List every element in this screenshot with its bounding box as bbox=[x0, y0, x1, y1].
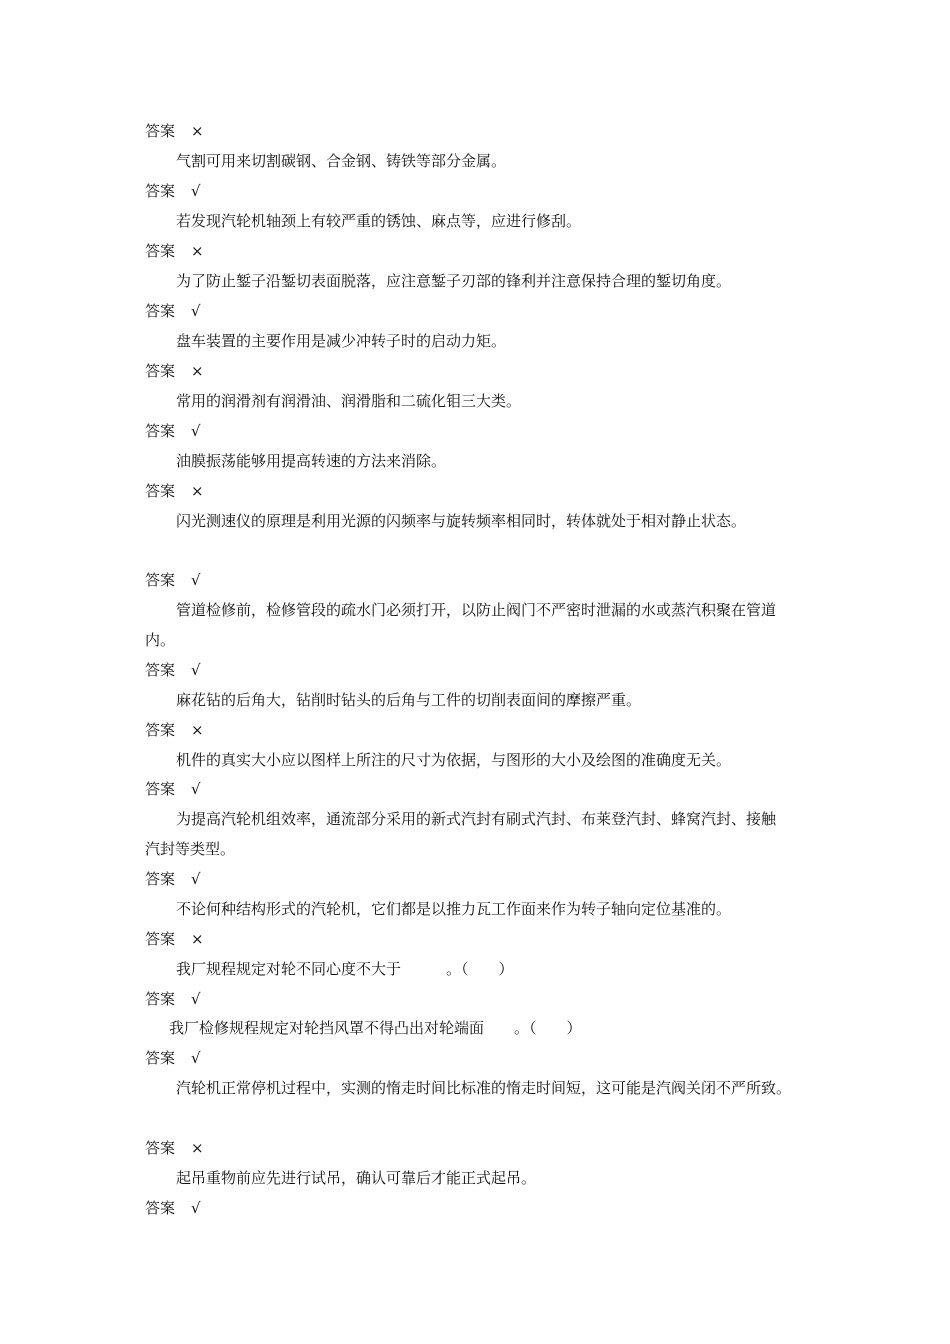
question-text: 我厂规程规定对轮不同心度不大于 。（ ） bbox=[176, 960, 514, 978]
answer-line bbox=[145, 989, 201, 1009]
answer-line bbox=[145, 301, 201, 321]
answer-mark: √ bbox=[191, 870, 201, 888]
question-text: 若发现汽轮机轴颈上有较严重的锈蚀、麻点等，应进行修刮。 bbox=[176, 212, 582, 230]
answer-mark: √ bbox=[191, 422, 201, 440]
answer-line bbox=[145, 361, 204, 381]
answer-label: 答案 bbox=[145, 571, 176, 589]
answer-line bbox=[145, 481, 204, 501]
answer-line bbox=[145, 1048, 201, 1068]
answer-line bbox=[145, 421, 201, 441]
answer-mark: √ bbox=[191, 990, 201, 1008]
answer-label: 答案 bbox=[145, 482, 176, 500]
answer-label: 答案 bbox=[145, 661, 176, 679]
answer-label: 答案 bbox=[145, 302, 176, 320]
question-text: 我厂检修规程规定对轮挡风罩不得凸出对轮端面 。（ ） bbox=[169, 1019, 582, 1037]
question-text-continuation: 汽封等类型。 bbox=[145, 840, 236, 858]
answer-label: 答案 bbox=[145, 122, 176, 140]
question-text: 常用的润滑剂有润滑油、润滑脂和二硫化钼三大类。 bbox=[176, 392, 522, 410]
answer-line bbox=[145, 1138, 204, 1158]
question-text-continuation: 内。 bbox=[145, 631, 176, 649]
answer-line bbox=[145, 869, 201, 889]
answer-line bbox=[145, 720, 204, 740]
answer-mark: √ bbox=[191, 571, 201, 589]
answer-line bbox=[145, 660, 201, 680]
question-text: 起吊重物前应先进行试吊，确认可靠后才能正式起吊。 bbox=[176, 1169, 537, 1187]
answer-mark: × bbox=[191, 122, 204, 140]
question-text: 为了防止錾子沿錾切表面脱落，应注意錾子刃部的锋利并注意保持合理的錾切角度。 bbox=[176, 272, 732, 290]
answer-label: 答案 bbox=[145, 362, 176, 380]
answer-label: 答案 bbox=[145, 422, 176, 440]
answer-label: 答案 bbox=[145, 1139, 176, 1157]
question-text: 为提高汽轮机组效率，通流部分采用的新式汽封有刷式汽封、布莱登汽封、蜂窝汽封、接触 bbox=[176, 810, 777, 828]
question-text: 油膜振荡能够用提高转速的方法来消除。 bbox=[176, 452, 447, 470]
answer-mark: √ bbox=[191, 661, 201, 679]
question-text: 盘车装置的主要作用是减少冲转子时的启动力矩。 bbox=[176, 332, 507, 350]
answer-mark: × bbox=[191, 482, 204, 500]
question-text: 管道检修前，检修管段的疏水门必须打开，以防止阀门不严密时泄漏的水或蒸汽积聚在管道 bbox=[176, 601, 777, 619]
answer-line bbox=[145, 779, 201, 799]
question-text: 闪光测速仪的原理是利用光源的闪频率与旋转频率相同时，转体就处于相对静止状态。 bbox=[176, 512, 747, 530]
answer-label: 答案 bbox=[145, 242, 176, 260]
answer-mark: √ bbox=[191, 1049, 201, 1067]
answer-mark: × bbox=[191, 242, 204, 260]
answer-label: 答案 bbox=[145, 870, 176, 888]
answer-mark: × bbox=[191, 721, 204, 739]
answer-line bbox=[145, 570, 201, 590]
question-text: 汽轮机正常停机过程中，实测的惰走时间比标准的惰走时间短，这可能是汽阀关闭不严所致。 bbox=[176, 1079, 792, 1097]
answer-label: 答案 bbox=[145, 990, 176, 1008]
answer-mark: × bbox=[191, 930, 204, 948]
question-text: 麻花钻的后角大，钻削时钻头的后角与工件的切削表面间的摩擦严重。 bbox=[176, 691, 642, 709]
answer-line bbox=[145, 1198, 201, 1218]
answer-label: 答案 bbox=[145, 1199, 176, 1217]
question-text: 不论何种结构形式的汽轮机，它们都是以推力瓦工作面来作为转子轴向定位基准的。 bbox=[176, 900, 732, 918]
answer-mark: √ bbox=[191, 1199, 201, 1217]
answer-label: 答案 bbox=[145, 721, 176, 739]
answer-line bbox=[145, 121, 204, 141]
answer-label: 答案 bbox=[145, 780, 176, 798]
answer-mark: √ bbox=[191, 302, 201, 320]
answer-line bbox=[145, 929, 204, 949]
answer-label: 答案 bbox=[145, 1049, 176, 1067]
answer-label: 答案 bbox=[145, 930, 176, 948]
answer-mark: × bbox=[191, 1139, 204, 1157]
answer-mark: √ bbox=[191, 182, 201, 200]
question-text: 机件的真实大小应以图样上所注的尺寸为依据，与图形的大小及绘图的准确度无关。 bbox=[176, 751, 732, 769]
answer-label: 答案 bbox=[145, 182, 176, 200]
answer-mark: √ bbox=[191, 780, 201, 798]
answer-line bbox=[145, 241, 204, 261]
question-text: 气割可用来切割碳钢、合金钢、铸铁等部分金属。 bbox=[176, 152, 507, 170]
answer-line bbox=[145, 181, 201, 201]
answer-mark: × bbox=[191, 362, 204, 380]
